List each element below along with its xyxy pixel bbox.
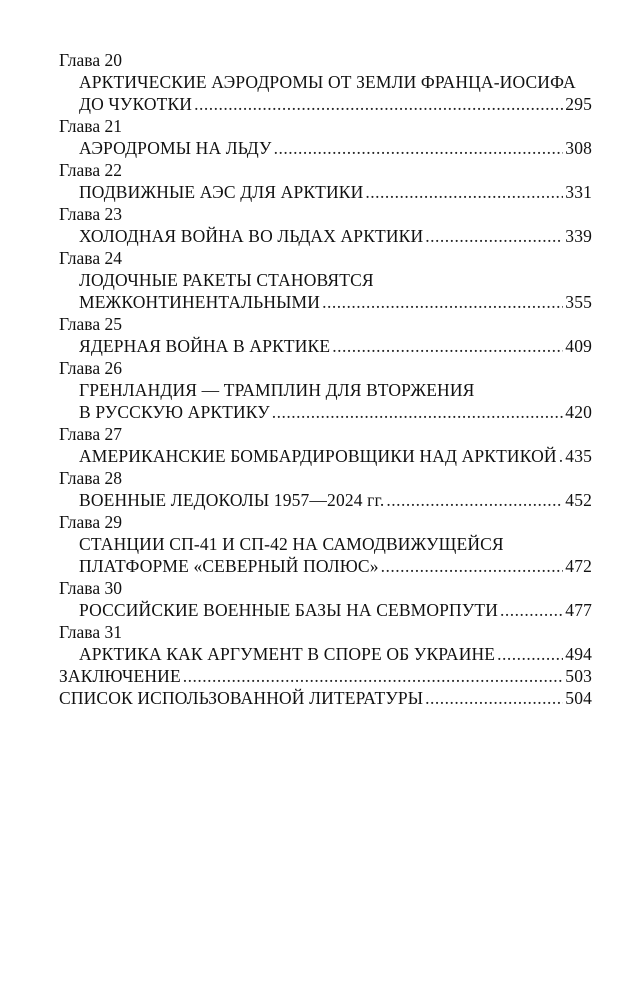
dot-leader [500,599,563,621]
toc-entry[interactable] [59,643,592,665]
dot-leader [194,93,563,115]
dot-leader [183,665,564,687]
dot-leader [559,445,564,467]
chapter-title-line: ВОЕННЫЕ ЛЕДОКОЛЫ 1957—2024 гг. [79,490,385,510]
dot-leader [386,489,563,511]
toc-entry[interactable] [59,489,592,511]
dot-leader [332,335,563,357]
section-title: ЗАКЛЮЧЕНИЕ [59,666,181,686]
chapter-title-line: ДО ЧУКОТКИ [79,94,193,114]
chapter-title-line: РОССИЙСКИЕ ВОЕННЫЕ БАЗЫ НА СЕВМОРПУТИ [79,600,499,620]
page-number: 452 [565,490,592,510]
chapter-label: Глава 31 [59,622,122,642]
page-number: 420 [565,402,592,422]
chapter-label: Глава 26 [59,358,122,378]
page-number: 331 [565,182,592,202]
section-title: СПИСОК ИСПОЛЬЗОВАННОЙ ЛИТЕРАТУРЫ [59,688,424,708]
chapter-label: Глава 21 [59,116,122,136]
dot-leader [322,291,563,313]
toc-entry-conclusion[interactable] [59,665,592,687]
chapter-label: Глава 20 [59,50,122,70]
toc-entry[interactable] [59,599,592,621]
table-of-contents [59,49,592,709]
toc-entry[interactable] [59,181,592,203]
page-number: 295 [565,94,592,114]
chapter-label: Глава 23 [59,204,122,224]
dot-leader [381,555,564,577]
page-number: 494 [565,644,592,664]
chapter-title-line: ЛОДОЧНЫЕ РАКЕТЫ СТАНОВЯТСЯ [79,270,374,290]
chapter-title-line: СТАНЦИИ СП-41 И СП-42 НА САМОДВИЖУЩЕЙСЯ [79,534,504,554]
page-number: 477 [565,600,592,620]
toc-entry[interactable] [59,335,592,357]
toc-entry[interactable] [59,445,592,467]
dot-leader [272,401,564,423]
chapter-title-line: ЯДЕРНАЯ ВОЙНА В АРКТИКЕ [79,336,331,356]
chapter-title-line: АРКТИЧЕСКИЕ АЭРОДРОМЫ ОТ ЗЕМЛИ ФРАНЦА-ИОСИФА [79,72,576,92]
chapter-title-line: АМЕРИКАНСКИЕ БОМБАРДИРОВЩИКИ НАД АРКТИКОЙ [79,446,557,466]
chapter-label: Глава 27 [59,424,122,444]
chapter-label: Глава 25 [59,314,122,334]
toc-entry[interactable] [59,93,592,115]
page-number: 339 [565,226,592,246]
chapter-label: Глава 28 [59,468,122,488]
chapter-title-line: АЭРОДРОМЫ НА ЛЬДУ [79,138,272,158]
page-number: 435 [565,446,592,466]
chapter-label: Глава 22 [59,160,122,180]
dot-leader [425,225,563,247]
chapter-title-line: ХОЛОДНАЯ ВОЙНА ВО ЛЬДАХ АРКТИКИ [79,226,424,246]
toc-entry[interactable] [59,291,592,313]
page-number: 355 [565,292,592,312]
toc-entry[interactable] [59,137,592,159]
chapter-title-line: ПОДВИЖНЫЕ АЭС ДЛЯ АРКТИКИ [79,182,364,202]
page-number: 308 [565,138,592,158]
page-number: 409 [565,336,592,356]
chapter-title-line: МЕЖКОНТИНЕНТАЛЬНЫМИ [79,292,321,312]
page-number: 472 [565,556,592,576]
chapter-title-line: В РУССКУЮ АРКТИКУ [79,402,270,422]
page-number: 503 [565,666,592,686]
dot-leader [425,687,563,709]
chapter-label: Глава 30 [59,578,122,598]
chapter-title-line: АРКТИКА КАК АРГУМЕНТ В СПОРЕ ОБ УКРАИНЕ [79,644,496,664]
chapter-label: Глава 24 [59,248,122,268]
toc-entry[interactable] [59,225,592,247]
chapter-label: Глава 29 [59,512,122,532]
toc-entry-bibliography[interactable] [59,687,592,709]
toc-entry[interactable] [59,555,592,577]
page-number: 504 [565,688,592,708]
dot-leader [274,137,564,159]
dot-leader [497,643,563,665]
chapter-title-line: ГРЕНЛАНДИЯ — ТРАМПЛИН ДЛЯ ВТОРЖЕНИЯ [79,380,475,400]
dot-leader [365,181,563,203]
chapter-title-line: ПЛАТФОРМЕ «СЕВЕРНЫЙ ПОЛЮС» [79,556,379,576]
toc-entry[interactable] [59,401,592,423]
